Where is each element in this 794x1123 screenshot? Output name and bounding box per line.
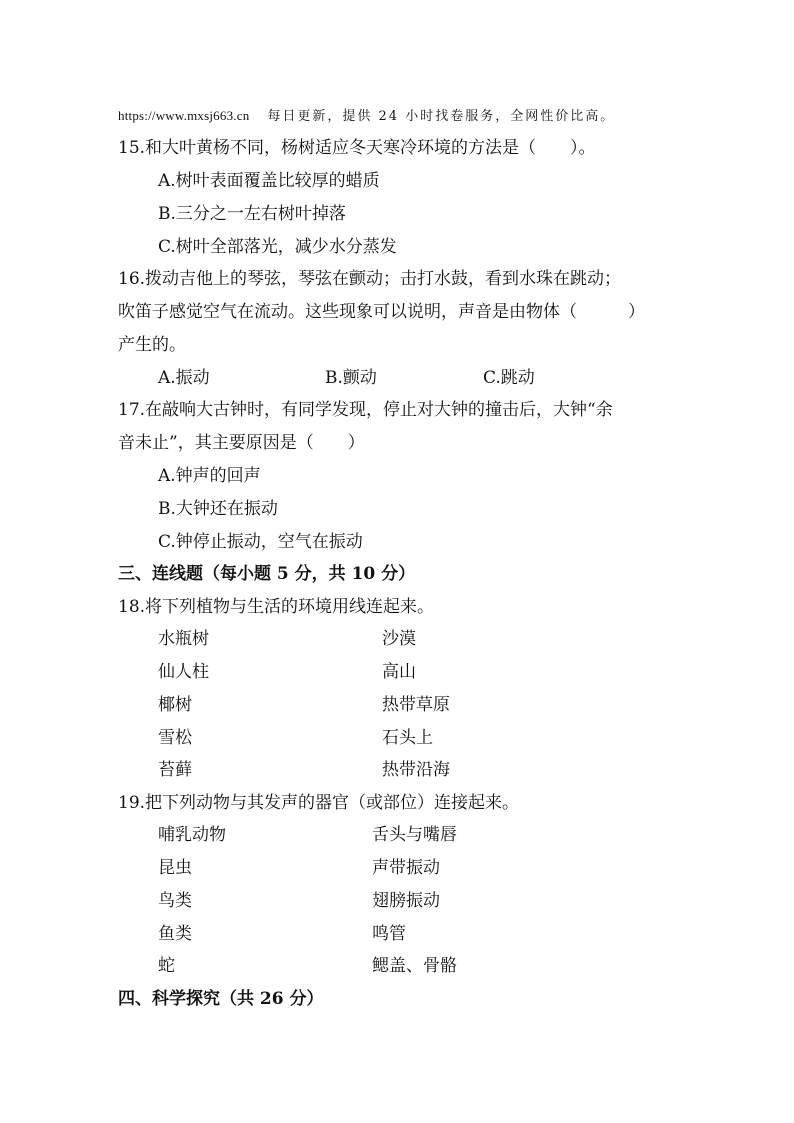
q16-stem-line2: 吹笛子感觉空气在流动。这些现象可以说明，声音是由物体（ ）	[118, 302, 645, 322]
q19-right-item[interactable]: 翅膀振动	[372, 891, 440, 911]
q18-right-item[interactable]: 热带草原	[382, 695, 450, 715]
section-3-title: 三、连线题（每小题 5 分，共 10 分）	[118, 564, 416, 584]
q16-stem-line1: 16.拨动吉他上的琴弦，琴弦在颤动；击打水鼓，看到水珠在跳动；	[118, 269, 622, 289]
q19-stem: 19.把下列动物与其发声的器官（或部位）连接起来。	[118, 793, 520, 813]
header-url[interactable]: https://www.mxsj663.cn	[118, 108, 250, 123]
q18-left-item[interactable]: 仙人柱	[158, 662, 209, 682]
q19-right-item[interactable]: 声带振动	[372, 858, 440, 878]
q17-stem-line1: 17.在敲响大古钟时，有同学发现，停止对大钟的撞击后，大钟“余	[118, 400, 613, 420]
q18-right-item[interactable]: 石头上	[382, 728, 433, 748]
q19-left-item[interactable]: 蛇	[158, 956, 175, 976]
q19-left-item[interactable]: 鸟类	[158, 891, 192, 911]
q19-left-item[interactable]: 哺乳动物	[158, 825, 226, 845]
q19-left-item[interactable]: 鱼类	[158, 924, 192, 944]
q19-right-item[interactable]: 舌头与嘴唇	[372, 825, 457, 845]
q19-left-item[interactable]: 昆虫	[158, 858, 192, 878]
q16-option-c: C.跳动	[483, 368, 535, 388]
q18-left-item[interactable]: 水瓶树	[158, 629, 209, 649]
q15-option-b: B.三分之一左右树叶掉落	[158, 204, 346, 224]
q15-stem: 15.和大叶黄杨不同，杨树适应冬天寒冷环境的方法是（ ）。	[118, 138, 596, 158]
q18-left-item[interactable]: 椰树	[158, 695, 192, 715]
section-4-title: 四、科学探究（共 26 分）	[118, 989, 324, 1009]
q15-option-a: A.树叶表面覆盖比较厚的蜡质	[158, 171, 380, 191]
q17-stem-line2: 音未止”，其主要原因是（ ）	[118, 433, 365, 453]
q18-left-item[interactable]: 雪松	[158, 728, 192, 748]
q16-option-a: A.振动	[158, 368, 210, 388]
page-header	[118, 105, 615, 124]
q19-right-item[interactable]: 鳃盖、骨骼	[372, 956, 457, 976]
q18-left-item[interactable]: 苔藓	[158, 760, 192, 780]
q17-option-a: A.钟声的回声	[158, 466, 261, 486]
q17-option-b: B.大钟还在振动	[158, 499, 278, 519]
q16-stem-line3: 产生的。	[118, 335, 186, 355]
q15-option-c: C.树叶全部落光，减少水分蒸发	[158, 237, 397, 257]
q18-right-item[interactable]: 沙漠	[382, 629, 416, 649]
header-slogan: 每日更新，提供 24 小时找卷服务，全网性价比高。	[267, 109, 616, 124]
q17-option-c: C.钟停止振动，空气在振动	[158, 532, 363, 552]
q18-right-item[interactable]: 高山	[382, 662, 416, 682]
q18-right-item[interactable]: 热带沿海	[382, 760, 450, 780]
q19-right-item[interactable]: 鸣管	[372, 924, 406, 944]
q16-option-b: B.颤动	[325, 368, 377, 388]
q18-stem: 18.将下列植物与生活的环境用线连起来。	[118, 597, 435, 617]
